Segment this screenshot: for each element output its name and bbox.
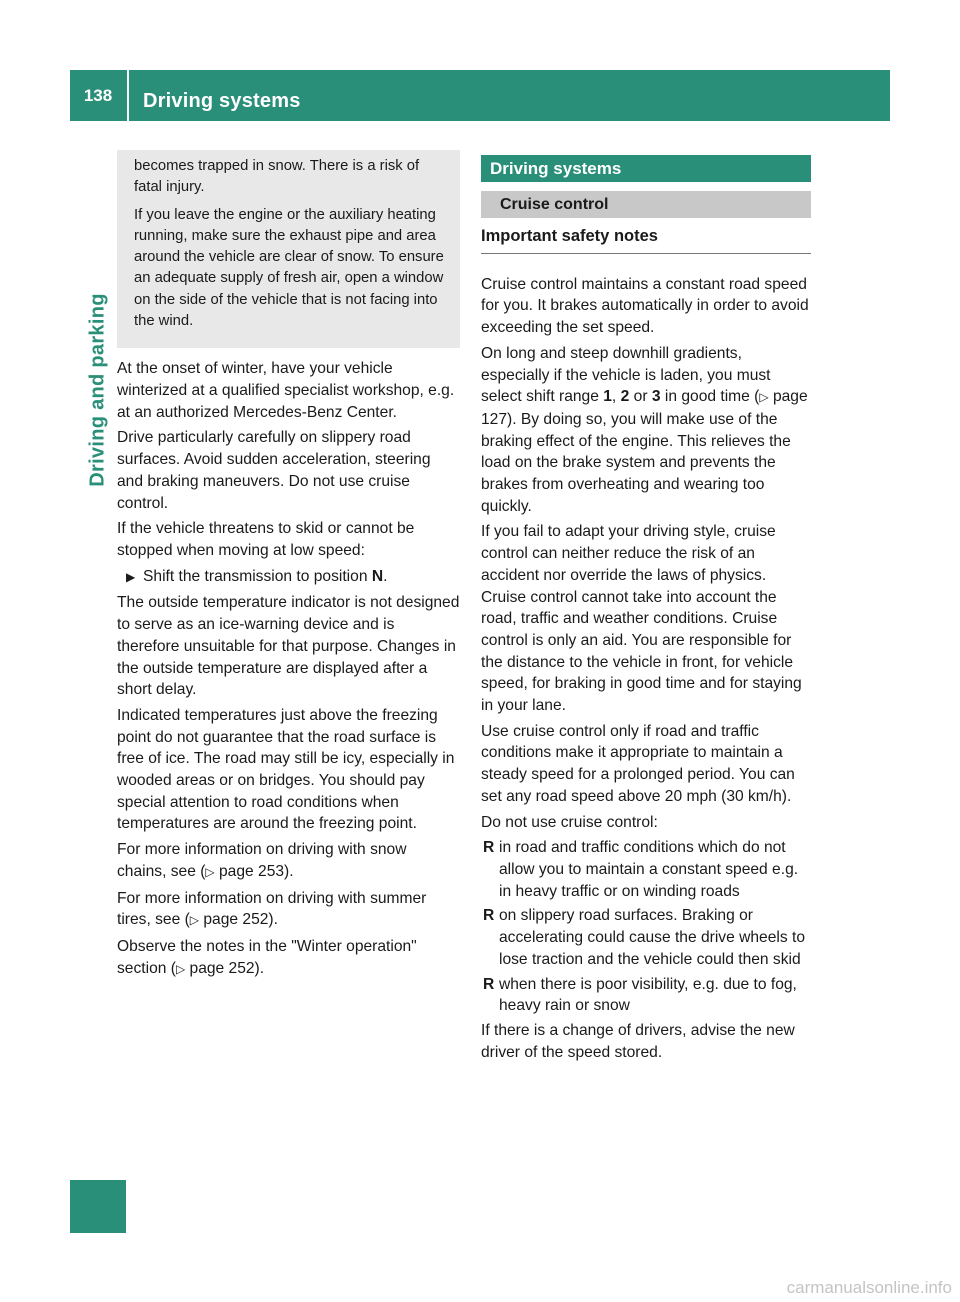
paragraph: At the onset of winter, have your vehicle winterized at a qualified specialist workshop, e.g. at an authorized Mercedes-Benz Center. bbox=[117, 360, 455, 421]
page-ref-icon: ▷ bbox=[759, 390, 769, 405]
shift-range-1: 1 bbox=[603, 388, 612, 406]
paragraph: Drive particularly carefully on slippery road surfaces. Avoid sudden acceleration, steering and braking maneuvers. Do not use cruise control. bbox=[117, 429, 431, 512]
paragraph: Indicated temperatures just above the freezing point do not guarantee that the road surface is free of ice. The road may still be icy, especially in wooded areas or on bridges. You should pay special attention to road conditions when temperatures are around the freezing point. bbox=[117, 706, 455, 833]
list-item: R on slippery road surfaces. Braking or accelerating could cause the drive wheels to lose traction and the vehicle could then skid bbox=[481, 905, 811, 970]
paragraph: For more information on driving with snow chains, see (▷ page 253). bbox=[117, 841, 407, 880]
page-ref-icon: ▷ bbox=[175, 961, 186, 976]
page-reference-link[interactable]: page 127). By doing so, you will make use of the braking effect of the engine. This relieves the load on the brake system and prevents the brakes from overheating and wearing too quickly. bbox=[481, 388, 808, 515]
bullet-icon: R bbox=[483, 839, 495, 857]
warning-box bbox=[117, 150, 460, 348]
safety-notes-heading: Important safety notes bbox=[481, 226, 811, 254]
paragraph: On long and steep downhill gradients, especially if the vehicle is laden, you must select shift range 1, 2 or 3 in good time (▷ page 127). By doing so, you will make use of the braking effect of the engine. This relieves the load on the brake system and prevents the brakes from overheating and wearing too quickly. bbox=[481, 344, 808, 515]
subsection-heading: Cruise control bbox=[481, 191, 811, 218]
warning-text: becomes trapped in snow. There is a risk of fatal injury. bbox=[134, 158, 420, 196]
chapter-marker bbox=[70, 1180, 126, 1233]
bullet-icon: R bbox=[483, 907, 495, 925]
page-title: Driving systems bbox=[143, 90, 301, 112]
section-heading: Driving systems bbox=[481, 155, 811, 182]
step-arrow-icon: ▶ bbox=[126, 569, 136, 584]
right-column bbox=[481, 155, 811, 1067]
paragraph: For more information on driving with summer tires, see (▷ page 252). bbox=[117, 889, 427, 929]
page-ref-icon: ▷ bbox=[205, 864, 215, 879]
paragraph: The outside temperature indicator is not designed to serve as an ice-warning device and is therefore unsuitable for that purpose. Changes in the outside temperature are displayed after a short delay. bbox=[117, 594, 460, 699]
transmission-position: N bbox=[371, 567, 384, 585]
paragraph: If there is a change of drivers, advise the new driver of the speed stored. bbox=[481, 1021, 795, 1061]
page-ref-icon: ▷ bbox=[189, 913, 200, 928]
chapter-side-label: Driving and parking bbox=[86, 293, 109, 487]
shift-range-3: 3 bbox=[651, 388, 661, 406]
warning-text: If you leave the engine or the auxiliary heating running, make sure the exhaust pipe and area around the vehicle are clear of snow. To ensure an adequate supply of fresh air, open a window on the side of the vehicle that is not facing into the wind. bbox=[134, 206, 444, 330]
page-reference-link[interactable]: page 253). bbox=[219, 862, 294, 880]
page-number: 138 bbox=[83, 85, 113, 105]
left-column bbox=[117, 150, 460, 984]
shift-range-2: 2 bbox=[620, 388, 630, 406]
instruction-step: ▶ Shift the transmission to position N. bbox=[117, 566, 460, 589]
step-text: Shift the transmission to position bbox=[143, 567, 368, 585]
site-watermark: carmanualsonline.info bbox=[786, 1278, 952, 1297]
page-reference-link[interactable]: page 252). bbox=[203, 911, 278, 929]
page-reference-link[interactable]: page 252). bbox=[189, 959, 265, 977]
paragraph: Do not use cruise control: bbox=[481, 813, 658, 831]
header-divider bbox=[127, 70, 129, 121]
bullet-icon: R bbox=[483, 975, 495, 993]
paragraph: Use cruise control only if road and traffic conditions make it appropriate to maintain a steady speed for a prolonged period. You can set any road speed above 20 mph (30 km/h). bbox=[481, 722, 795, 805]
list-item: R in road and traffic conditions which do not allow you to maintain a constant speed e.g. in heavy traffic or on winding roads bbox=[481, 837, 811, 902]
paragraph: If you fail to adapt your driving style, cruise control can neither reduce the risk of an accident nor override the laws of physics. Cruise control cannot take into account the road, traffic and weather conditions. Cruise control is only an aid. You are responsible for the distance to the vehicle in front, for vehicle speed, for braking in good time and for staying in your lane. bbox=[481, 523, 802, 715]
paragraph: Cruise control maintains a constant road speed for you. It brakes automatically in order to avoid exceeding the set speed. bbox=[481, 275, 809, 337]
paragraph: Observe the notes in the "Winter operation" section (▷ page 252). bbox=[117, 937, 417, 977]
list-item: R when there is poor visibility, e.g. due to fog, heavy rain or snow bbox=[481, 974, 811, 1017]
paragraph: If the vehicle threatens to skid or cannot be stopped when moving at low speed: bbox=[117, 520, 415, 559]
